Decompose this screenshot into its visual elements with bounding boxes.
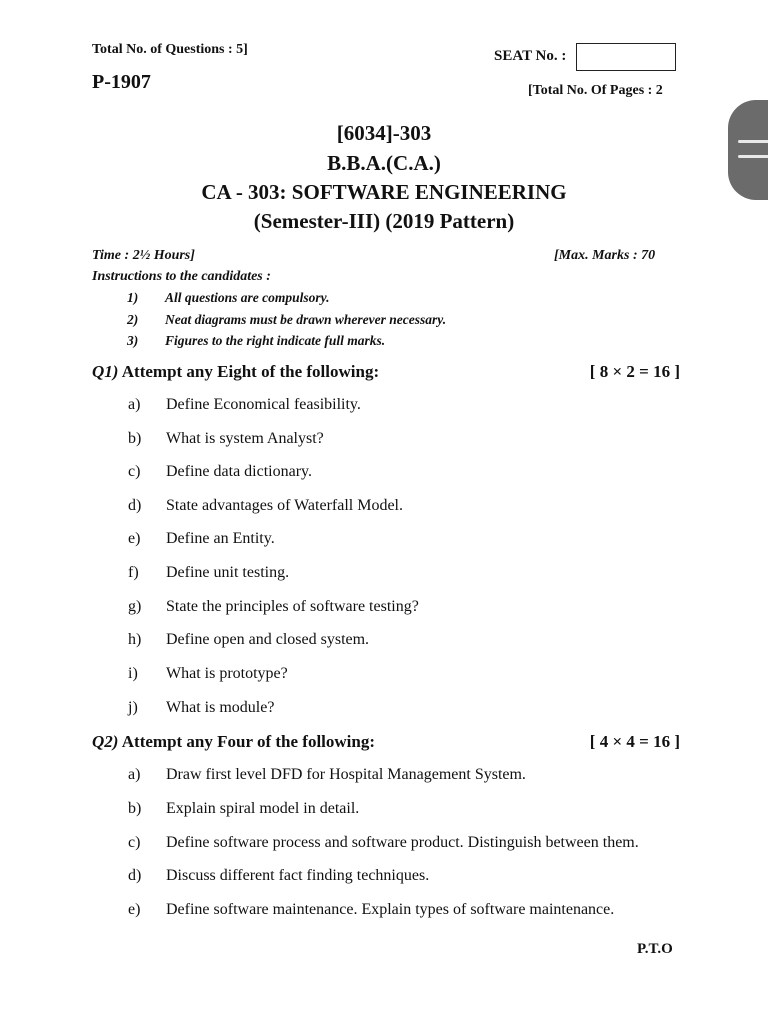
- question-number: Q2): [92, 732, 119, 751]
- item-text: Define software process and software product. Distinguish between them.: [166, 834, 639, 851]
- item-text: What is module?: [166, 699, 275, 716]
- question-number: Q1): [92, 362, 119, 381]
- total-pages: [Total No. Of Pages : 2: [528, 83, 663, 98]
- question-heading: [92, 732, 375, 752]
- menu-icon: [738, 140, 768, 143]
- item-letter: a): [128, 396, 141, 413]
- item-letter: j): [128, 699, 138, 716]
- item-text: What is system Analyst?: [166, 430, 324, 447]
- item-text: Define unit testing.: [166, 564, 290, 581]
- item-text: Define an Entity.: [166, 530, 275, 547]
- instructions-heading: Instructions to the candidates :: [92, 269, 271, 284]
- question-instruction: Attempt any Eight of the following:: [121, 362, 380, 381]
- menu-icon: [738, 155, 768, 158]
- item-text: Discuss different fact finding techniques.: [166, 867, 430, 884]
- item-text: State advantages of Waterfall Model.: [166, 497, 403, 514]
- item-text: State the principles of software testing?: [166, 598, 419, 615]
- question-marks: [ 8 × 2 = 16 ]: [589, 362, 680, 381]
- item-text: Define open and closed system.: [166, 631, 370, 648]
- item-letter: h): [128, 631, 142, 648]
- item-text: Define software maintenance. Explain types of software maintenance.: [166, 901, 615, 918]
- item-letter: e): [128, 901, 141, 918]
- instruction-number: 1): [127, 290, 139, 305]
- question-heading: [92, 362, 379, 382]
- item-letter: b): [128, 430, 142, 447]
- question-marks: [ 4 × 4 = 16 ]: [589, 732, 680, 751]
- item-text: Explain spiral model in detail.: [166, 800, 360, 817]
- please-turn-over: P.T.O: [637, 941, 673, 957]
- item-letter: a): [128, 766, 141, 783]
- item-letter: e): [128, 530, 141, 547]
- item-letter: d): [128, 867, 142, 884]
- instruction-number: 3): [127, 333, 139, 348]
- side-menu-tab[interactable]: [728, 100, 768, 200]
- subject-title: CA - 303: SOFTWARE ENGINEERING: [201, 180, 567, 204]
- seat-number-box: [576, 43, 676, 71]
- item-text: What is prototype?: [166, 665, 288, 682]
- item-letter: d): [128, 497, 142, 514]
- time-allowed: Time : 2½ Hours]: [92, 248, 195, 263]
- seat-label: SEAT No. :: [494, 48, 567, 64]
- item-letter: g): [128, 598, 142, 615]
- item-letter: c): [128, 834, 141, 851]
- semester-pattern: (Semester-III) (2019 Pattern): [253, 209, 515, 233]
- exam-code: [6034]-303: [336, 121, 432, 145]
- instruction-number: 2): [127, 312, 139, 327]
- instruction-text: All questions are compulsory.: [165, 290, 330, 305]
- paper-code: P-1907: [92, 71, 151, 93]
- course-name: B.B.A.(C.A.): [327, 151, 441, 175]
- item-text: Define data dictionary.: [166, 463, 313, 480]
- item-letter: c): [128, 463, 141, 480]
- item-letter: b): [128, 800, 142, 817]
- max-marks: [Max. Marks : 70: [554, 248, 656, 263]
- item-text: Define Economical feasibility.: [166, 396, 361, 413]
- instruction-text: Neat diagrams must be drawn wherever necessary.: [165, 312, 447, 327]
- question-instruction: Attempt any Four of the following:: [121, 732, 376, 751]
- instruction-text: Figures to the right indicate full marks.: [165, 333, 386, 348]
- item-letter: i): [128, 665, 138, 682]
- item-letter: f): [128, 564, 139, 581]
- total-questions: Total No. of Questions : 5]: [92, 42, 248, 57]
- item-text: Draw first level DFD for Hospital Management System.: [166, 766, 526, 783]
